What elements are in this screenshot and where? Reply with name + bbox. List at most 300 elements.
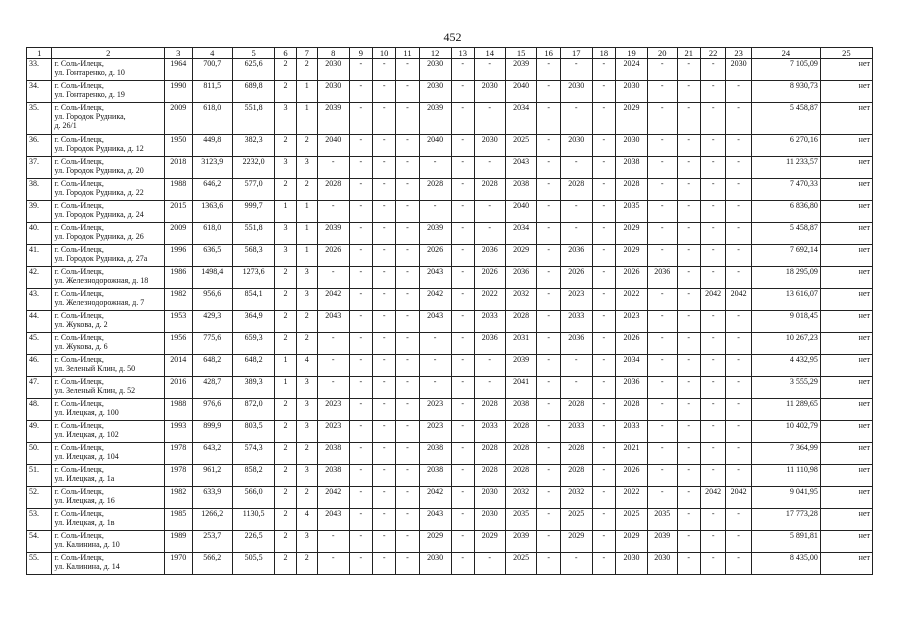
value-cell: 566,0	[232, 487, 274, 509]
address-cell: г. Соль-Илецк, ул. Городок Рудника, д. 24	[52, 201, 165, 223]
value-cell: -	[700, 311, 725, 333]
cost-cell: 5 458,87	[751, 223, 820, 245]
value-cell: -	[647, 201, 677, 223]
value-cell: 2038	[419, 465, 451, 487]
value-cell: 2043	[317, 311, 349, 333]
value-cell: 2	[296, 487, 317, 509]
value-cell: -	[677, 81, 700, 103]
value-cell: 1363,6	[192, 201, 232, 223]
value-cell: -	[349, 289, 372, 311]
value-cell: 646,2	[192, 179, 232, 201]
value-cell: 3	[275, 103, 296, 135]
value-cell: 2042	[419, 487, 451, 509]
value-cell: 2	[275, 267, 296, 289]
value-cell: -	[372, 465, 395, 487]
flag-cell: нет	[820, 333, 872, 355]
table-row	[27, 267, 873, 289]
value-cell: 1990	[164, 81, 192, 103]
value-cell: 2033	[616, 421, 648, 443]
value-cell: 2028	[616, 399, 648, 421]
value-cell: 700,7	[192, 59, 232, 81]
value-cell: 1978	[164, 443, 192, 465]
value-cell: 2036	[560, 333, 592, 355]
flag-cell: нет	[820, 103, 872, 135]
value-cell: 566,2	[192, 553, 232, 575]
value-cell: 2029	[419, 531, 451, 553]
table-row	[27, 81, 873, 103]
value-cell: -	[700, 333, 725, 355]
value-cell: -	[372, 157, 395, 179]
column-number-header: 18	[592, 48, 615, 59]
value-cell: 1130,5	[232, 509, 274, 531]
value-cell: 2039	[505, 59, 537, 81]
column-number-header: 13	[451, 48, 474, 59]
value-cell: -	[317, 157, 349, 179]
value-cell: 568,3	[232, 245, 274, 267]
value-cell: 2	[275, 531, 296, 553]
value-cell: 2	[296, 443, 317, 465]
value-cell: -	[700, 509, 725, 531]
value-cell: 2014	[164, 355, 192, 377]
value-cell: -	[726, 179, 751, 201]
value-cell: 636,5	[192, 245, 232, 267]
value-cell: -	[372, 289, 395, 311]
value-cell: 2043	[419, 311, 451, 333]
value-cell: 2038	[317, 443, 349, 465]
value-cell: -	[451, 245, 474, 267]
value-cell: -	[700, 355, 725, 377]
value-cell: 2029	[505, 245, 537, 267]
value-cell: 2023	[317, 399, 349, 421]
value-cell: 1964	[164, 59, 192, 81]
value-cell: 2028	[474, 179, 505, 201]
value-cell: 2030	[726, 59, 751, 81]
value-cell: -	[537, 267, 560, 289]
value-cell: -	[349, 245, 372, 267]
value-cell: 364,9	[232, 311, 274, 333]
value-cell: 2026	[616, 333, 648, 355]
value-cell: -	[372, 81, 395, 103]
value-cell: -	[537, 311, 560, 333]
value-cell: -	[396, 267, 419, 289]
row-number-cell: 33.	[27, 59, 52, 81]
value-cell: -	[419, 377, 451, 399]
value-cell: -	[349, 355, 372, 377]
value-cell: 2	[275, 553, 296, 575]
table-row	[27, 509, 873, 531]
table-row	[27, 103, 873, 135]
value-cell: -	[372, 333, 395, 355]
value-cell: 2035	[505, 509, 537, 531]
value-cell: -	[677, 531, 700, 553]
column-number-header: 3	[164, 48, 192, 59]
value-cell: 1266,2	[192, 509, 232, 531]
value-cell: 1950	[164, 135, 192, 157]
value-cell: -	[726, 135, 751, 157]
value-cell: 2028	[505, 443, 537, 465]
value-cell: -	[677, 59, 700, 81]
value-cell: 1988	[164, 399, 192, 421]
value-cell: 2036	[505, 267, 537, 289]
value-cell: 2036	[474, 245, 505, 267]
value-cell: -	[700, 421, 725, 443]
value-cell: 2030	[560, 81, 592, 103]
column-number-header: 23	[726, 48, 751, 59]
value-cell: -	[396, 289, 419, 311]
value-cell: 2029	[616, 531, 648, 553]
table-row	[27, 377, 873, 399]
value-cell: 2	[275, 487, 296, 509]
value-cell: -	[592, 509, 615, 531]
value-cell: 2032	[505, 289, 537, 311]
cost-cell: 8 435,00	[751, 553, 820, 575]
value-cell: -	[317, 531, 349, 553]
value-cell: -	[726, 465, 751, 487]
value-cell: -	[349, 201, 372, 223]
value-cell: -	[592, 399, 615, 421]
value-cell: -	[700, 59, 725, 81]
value-cell: 2	[275, 443, 296, 465]
value-cell: -	[677, 421, 700, 443]
value-cell: -	[647, 59, 677, 81]
value-cell: -	[349, 103, 372, 135]
address-cell: г. Соль-Илецк, ул. Городок Рудника, д. 20	[52, 157, 165, 179]
value-cell: 2023	[419, 421, 451, 443]
value-cell: -	[396, 531, 419, 553]
value-cell: 2028	[505, 311, 537, 333]
value-cell: -	[451, 465, 474, 487]
value-cell: 2030	[317, 59, 349, 81]
column-number-header: 24	[751, 48, 820, 59]
value-cell: -	[647, 223, 677, 245]
row-number-cell: 53.	[27, 509, 52, 531]
column-number-header: 10	[372, 48, 395, 59]
value-cell: -	[317, 377, 349, 399]
value-cell: -	[592, 157, 615, 179]
value-cell: 449,8	[192, 135, 232, 157]
value-cell: 976,6	[192, 399, 232, 421]
row-number-cell: 52.	[27, 487, 52, 509]
value-cell: -	[349, 59, 372, 81]
value-cell: -	[419, 201, 451, 223]
address-cell: г. Соль-Илецк, ул. Зеленый Клин, д. 50	[52, 355, 165, 377]
value-cell: -	[474, 223, 505, 245]
value-cell: 2016	[164, 377, 192, 399]
column-number-header: 14	[474, 48, 505, 59]
value-cell: -	[451, 443, 474, 465]
value-cell: 775,6	[192, 333, 232, 355]
value-cell: -	[726, 399, 751, 421]
value-cell: 3	[296, 399, 317, 421]
value-cell: -	[700, 443, 725, 465]
cost-cell: 4 432,95	[751, 355, 820, 377]
cost-cell: 11 233,57	[751, 157, 820, 179]
value-cell: -	[537, 333, 560, 355]
value-cell: -	[592, 355, 615, 377]
value-cell: -	[592, 103, 615, 135]
value-cell: 2039	[419, 223, 451, 245]
value-cell: -	[726, 311, 751, 333]
value-cell: 382,3	[232, 135, 274, 157]
cost-cell: 7 364,99	[751, 443, 820, 465]
value-cell: 2038	[419, 443, 451, 465]
value-cell: -	[372, 179, 395, 201]
value-cell: 2028	[317, 179, 349, 201]
value-cell: 2039	[419, 103, 451, 135]
value-cell: -	[317, 201, 349, 223]
value-cell: 2030	[616, 81, 648, 103]
value-cell: 2	[296, 311, 317, 333]
value-cell: -	[451, 421, 474, 443]
cost-cell: 7 692,14	[751, 245, 820, 267]
value-cell: 1982	[164, 487, 192, 509]
table-row	[27, 333, 873, 355]
row-number-cell: 45.	[27, 333, 52, 355]
value-cell: -	[372, 443, 395, 465]
value-cell: -	[560, 377, 592, 399]
flag-cell: нет	[820, 443, 872, 465]
column-number-header: 25	[820, 48, 872, 59]
value-cell: -	[726, 157, 751, 179]
value-cell: 574,3	[232, 443, 274, 465]
value-cell: 2	[275, 135, 296, 157]
value-cell: -	[451, 399, 474, 421]
value-cell: 2036	[474, 333, 505, 355]
value-cell: -	[592, 223, 615, 245]
value-cell: -	[700, 399, 725, 421]
address-cell: г. Соль-Илецк, ул. Илецкая, д. 102	[52, 421, 165, 443]
cost-cell: 10 267,23	[751, 333, 820, 355]
value-cell: 2	[275, 465, 296, 487]
value-cell: -	[677, 509, 700, 531]
value-cell: 2026	[616, 267, 648, 289]
table-row	[27, 135, 873, 157]
value-cell: -	[349, 465, 372, 487]
value-cell: -	[451, 553, 474, 575]
flag-cell: нет	[820, 377, 872, 399]
value-cell: -	[647, 81, 677, 103]
value-cell: -	[537, 355, 560, 377]
value-cell: 2024	[616, 59, 648, 81]
value-cell: 2033	[474, 311, 505, 333]
table-row	[27, 553, 873, 575]
value-cell: 2033	[474, 421, 505, 443]
flag-cell: нет	[820, 355, 872, 377]
value-cell: -	[592, 179, 615, 201]
row-number-cell: 38.	[27, 179, 52, 201]
value-cell: 1970	[164, 553, 192, 575]
value-cell: 2029	[616, 223, 648, 245]
value-cell: 1	[296, 201, 317, 223]
value-cell: -	[451, 487, 474, 509]
value-cell: -	[677, 355, 700, 377]
value-cell: 2034	[505, 223, 537, 245]
value-cell: 2030	[474, 487, 505, 509]
table-row	[27, 399, 873, 421]
table-body	[27, 59, 873, 575]
address-cell: г. Соль-Илецк, ул. Илецкая, д. 104	[52, 443, 165, 465]
value-cell: 2	[275, 509, 296, 531]
value-cell: 2032	[560, 487, 592, 509]
value-cell: -	[700, 245, 725, 267]
value-cell: -	[537, 531, 560, 553]
row-number-cell: 43.	[27, 289, 52, 311]
value-cell: -	[677, 399, 700, 421]
row-number-cell: 54.	[27, 531, 52, 553]
value-cell: 2040	[419, 135, 451, 157]
cost-cell: 7 470,33	[751, 179, 820, 201]
value-cell: -	[396, 201, 419, 223]
value-cell: 648,2	[192, 355, 232, 377]
value-cell: -	[647, 355, 677, 377]
cost-cell: 6 270,16	[751, 135, 820, 157]
value-cell: -	[372, 245, 395, 267]
address-cell: г. Соль-Илецк, ул. Илецкая, д. 1в	[52, 509, 165, 531]
cost-cell: 5 891,81	[751, 531, 820, 553]
value-cell: 2028	[474, 443, 505, 465]
value-cell: -	[726, 333, 751, 355]
value-cell: 2	[275, 421, 296, 443]
value-cell: 577,0	[232, 179, 274, 201]
row-number-cell: 39.	[27, 201, 52, 223]
value-cell: -	[349, 179, 372, 201]
row-number-cell: 36.	[27, 135, 52, 157]
value-cell: -	[560, 553, 592, 575]
value-cell: 2030	[419, 59, 451, 81]
value-cell: 2042	[700, 289, 725, 311]
value-cell: -	[647, 179, 677, 201]
value-cell: -	[537, 377, 560, 399]
value-cell: -	[647, 421, 677, 443]
value-cell: 2040	[505, 81, 537, 103]
value-cell: 2025	[560, 509, 592, 531]
value-cell: 1953	[164, 311, 192, 333]
value-cell: 1	[296, 245, 317, 267]
value-cell: -	[726, 377, 751, 399]
value-cell: -	[647, 157, 677, 179]
value-cell: 2043	[419, 267, 451, 289]
value-cell: 2026	[419, 245, 451, 267]
value-cell: -	[451, 135, 474, 157]
table-row	[27, 443, 873, 465]
value-cell: 2042	[317, 289, 349, 311]
value-cell: 429,3	[192, 311, 232, 333]
value-cell: 2	[275, 179, 296, 201]
value-cell: -	[451, 157, 474, 179]
value-cell: -	[677, 487, 700, 509]
value-cell: -	[592, 311, 615, 333]
value-cell: 2022	[616, 289, 648, 311]
value-cell: -	[726, 509, 751, 531]
value-cell: -	[372, 201, 395, 223]
value-cell: -	[372, 509, 395, 531]
value-cell: 2042	[726, 289, 751, 311]
flag-cell: нет	[820, 201, 872, 223]
value-cell: -	[372, 421, 395, 443]
value-cell: -	[700, 157, 725, 179]
value-cell: 2009	[164, 223, 192, 245]
address-cell: г. Соль-Илецк, ул. Илецкая, д. 16	[52, 487, 165, 509]
value-cell: -	[451, 333, 474, 355]
flag-cell: нет	[820, 245, 872, 267]
value-cell: 2039	[505, 531, 537, 553]
value-cell: -	[726, 421, 751, 443]
value-cell: -	[349, 421, 372, 443]
value-cell: 2	[296, 179, 317, 201]
value-cell: 2043	[419, 509, 451, 531]
value-cell: -	[349, 531, 372, 553]
value-cell: 2030	[474, 509, 505, 531]
value-cell: -	[677, 289, 700, 311]
value-cell: -	[349, 223, 372, 245]
value-cell: -	[372, 399, 395, 421]
value-cell: 2038	[505, 179, 537, 201]
value-cell: -	[396, 553, 419, 575]
value-cell: 618,0	[192, 223, 232, 245]
value-cell: -	[349, 81, 372, 103]
value-cell: 2025	[505, 553, 537, 575]
value-cell: -	[451, 355, 474, 377]
value-cell: -	[537, 399, 560, 421]
table-row	[27, 289, 873, 311]
value-cell: -	[537, 509, 560, 531]
value-cell: 2029	[560, 531, 592, 553]
value-cell: -	[700, 81, 725, 103]
value-cell: 2	[296, 333, 317, 355]
value-cell: -	[560, 223, 592, 245]
value-cell: -	[677, 135, 700, 157]
value-cell: -	[349, 157, 372, 179]
value-cell: -	[647, 245, 677, 267]
value-cell: -	[372, 377, 395, 399]
value-cell: 1	[275, 355, 296, 377]
value-cell: -	[700, 267, 725, 289]
value-cell: -	[592, 81, 615, 103]
value-cell: -	[349, 311, 372, 333]
value-cell: -	[700, 135, 725, 157]
value-cell: -	[419, 355, 451, 377]
value-cell: 1	[296, 223, 317, 245]
value-cell: 551,8	[232, 103, 274, 135]
address-cell: г. Соль-Илецк, ул. Илецкая, д. 100	[52, 399, 165, 421]
address-cell: г. Соль-Илецк, ул. Калинина, д. 10	[52, 531, 165, 553]
value-cell: -	[474, 553, 505, 575]
value-cell: 2030	[419, 81, 451, 103]
value-cell: -	[474, 355, 505, 377]
value-cell: -	[349, 135, 372, 157]
value-cell: 2042	[700, 487, 725, 509]
address-cell: г. Соль-Илецк, ул. Илецкая, д. 1а	[52, 465, 165, 487]
value-cell: 2038	[317, 465, 349, 487]
value-cell: 2	[275, 311, 296, 333]
value-cell: -	[700, 201, 725, 223]
column-number-header: 20	[647, 48, 677, 59]
value-cell: 389,3	[232, 377, 274, 399]
cost-cell: 9 018,45	[751, 311, 820, 333]
value-cell: -	[349, 443, 372, 465]
value-cell: 2026	[560, 267, 592, 289]
column-number-header: 4	[192, 48, 232, 59]
value-cell: -	[396, 103, 419, 135]
value-cell: 1	[275, 201, 296, 223]
column-number-header: 2	[52, 48, 165, 59]
cost-cell: 3 555,29	[751, 377, 820, 399]
value-cell: -	[474, 103, 505, 135]
row-number-cell: 35.	[27, 103, 52, 135]
value-cell: 633,9	[192, 487, 232, 509]
value-cell: -	[700, 377, 725, 399]
value-cell: 2035	[647, 509, 677, 531]
